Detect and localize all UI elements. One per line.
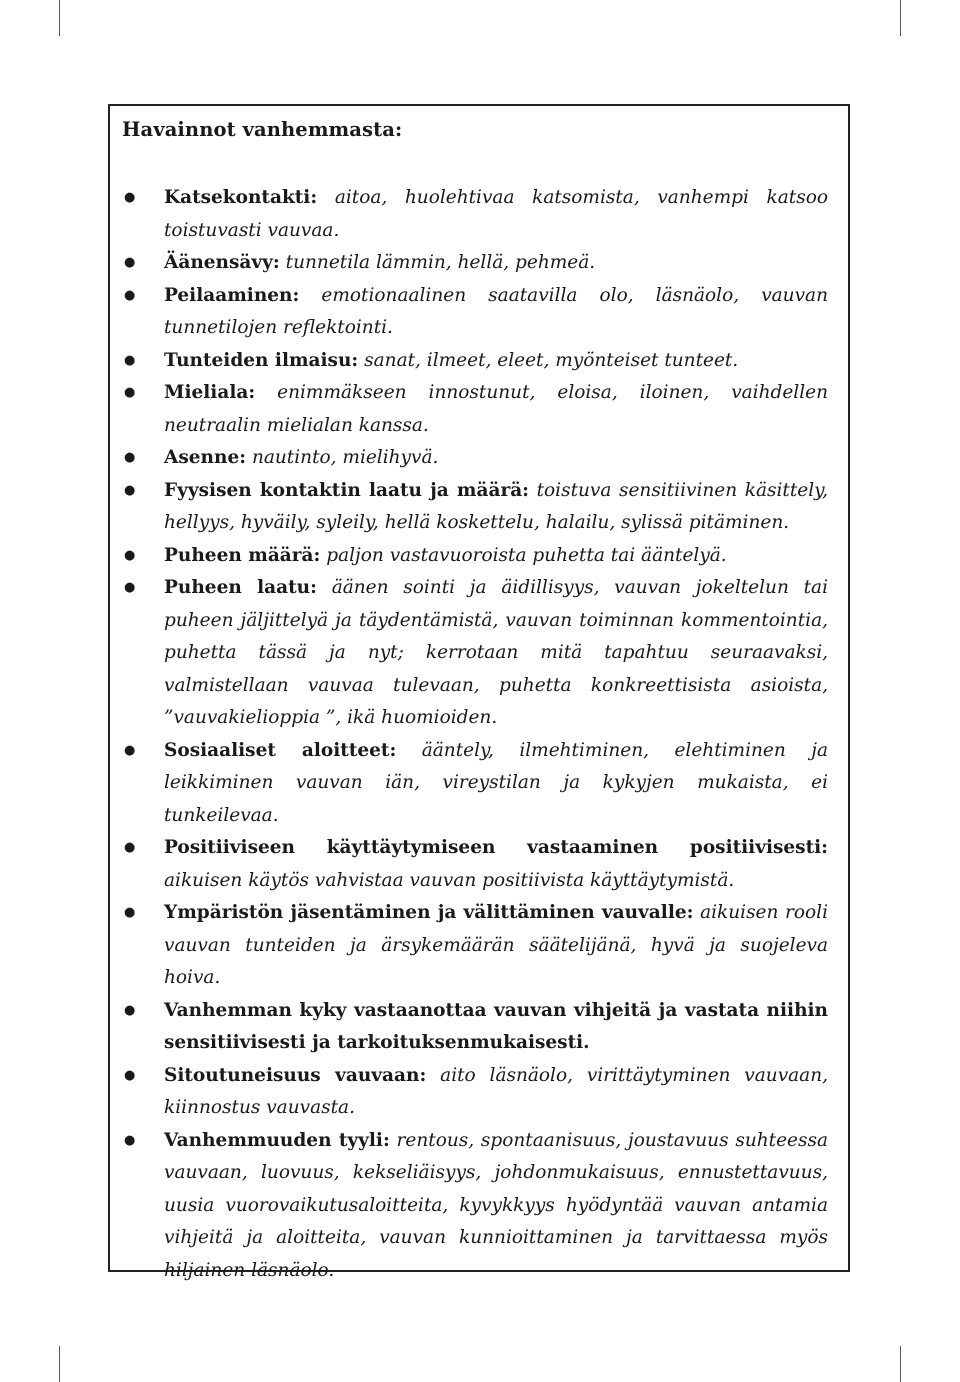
list-item bbox=[110, 897, 848, 995]
item-description: toistuva sensitiivinen käsittely, hellyys, hyväily, syleily, hellä koskettelu, halailu, sylissä pitäminen. bbox=[164, 479, 828, 533]
bullet-icon: ● bbox=[124, 905, 136, 920]
item-term: Peilaaminen: bbox=[164, 284, 300, 306]
list-item bbox=[110, 345, 848, 378]
bullet-icon: ● bbox=[124, 190, 136, 205]
item-term: Asenne: bbox=[164, 447, 247, 468]
item-description: aitoa, huolehtivaa katsomista, vanhempi katsoo toistuvasti vauvaa. bbox=[164, 187, 828, 241]
list-item bbox=[110, 475, 848, 540]
item-description: enimmäkseen innostunut, eloisa, iloinen, vaihdellen neutraalin mielialan kanssa. bbox=[164, 382, 828, 436]
item-description: rentous, spontaanisuus, joustavuus suhteessa vauvaan, luovuus, kekseliäisyys, johdonmukaisuus, ennustettavuus, uusia vuorovaikutusaloitteita, kyvykkyys hyödyntää vauvan antamia vihjeitä ja aloitteita, vauvan kunnioittaminen ja tarvittaessa myös hiljainen läsnäolo. bbox=[164, 1129, 828, 1281]
item-description: tunnetila lämmin, hellä, pehmeä. bbox=[285, 252, 596, 273]
item-term: Vanhemman kyky vastaanottaa vauvan vihjeitä ja vastata niihin sensitiivisesti ja tarkoituksenmukaisesti. bbox=[164, 999, 828, 1053]
bullet-icon: ● bbox=[124, 385, 136, 400]
item-term: Puheen määrä: bbox=[164, 544, 321, 566]
bullet-icon: ● bbox=[124, 742, 136, 758]
item-term: Mieliala: bbox=[164, 382, 256, 403]
item-term: Fyysisen kontaktin laatu ja määrä: bbox=[164, 479, 530, 501]
crop-mark-bottom-right bbox=[900, 1346, 901, 1382]
bullet-icon: ● bbox=[124, 482, 136, 498]
list-item bbox=[110, 280, 848, 345]
bullet-icon: ● bbox=[124, 1067, 136, 1083]
bullet-icon: ● bbox=[124, 1132, 136, 1148]
bullet-icon: ● bbox=[124, 352, 136, 368]
crop-mark-bottom-left bbox=[59, 1346, 60, 1382]
item-description: aikuisen käytös vahvistaa vauvan positiivista käyttäytymistä. bbox=[164, 869, 735, 891]
item-description: aito läsnäolo, virittäytyminen vauvaan, kiinnostus vauvasta. bbox=[164, 1064, 828, 1118]
box-heading: Havainnot vanhemmasta: bbox=[122, 118, 403, 141]
item-term: Vanhemmuuden tyyli: bbox=[164, 1129, 390, 1151]
list-item bbox=[110, 832, 848, 897]
list-item bbox=[110, 540, 848, 573]
item-description: aikuisen rooli vauvan tunteiden ja ärsykemäärän säätelijänä, hyvä ja suojeleva hoiva. bbox=[164, 902, 828, 988]
item-description: sanat, ilmeet, eleet, myönteiset tunteet. bbox=[364, 349, 739, 371]
item-description: emotionaalinen saatavilla olo, läsnäolo, vauvan tunnetilojen reflektointi. bbox=[164, 284, 828, 338]
item-description: nautinto, mielihyvä. bbox=[251, 447, 439, 468]
bullet-icon: ● bbox=[124, 580, 136, 595]
list-item bbox=[110, 182, 848, 247]
item-term: Positiiviseen käyttäytymiseen vastaaminen positiivisesti: bbox=[164, 837, 828, 858]
crop-mark-top-left bbox=[59, 0, 60, 36]
bullet-icon: ● bbox=[124, 287, 136, 303]
list-item bbox=[110, 572, 848, 735]
item-term: Sitoutuneisuus vauvaan: bbox=[164, 1064, 427, 1086]
bullet-icon: ● bbox=[124, 450, 136, 465]
list-item bbox=[110, 735, 848, 833]
item-description: ääntely, ilmehtiminen, elehtiminen ja leikkiminen vauvan iän, vireystilan ja kykyjen mukaista, ei tunkeilevaa. bbox=[164, 739, 828, 826]
bullet-icon: ● bbox=[124, 255, 136, 270]
item-description: äänen sointi ja äidillisyys, vauvan jokeltelun tai puheen jäljittelyä ja täydentämistä, vauvan toiminnan kommentointia, puhetta tässä ja nyt; kerrotaan mitä tapahtuu seuraavaksi, valmistellaan vauvaa tulevaan, puhetta konkreettisista asioista, ”vauvakielioppia ”, ikä huomioiden. bbox=[164, 577, 828, 728]
crop-mark-top-right bbox=[900, 0, 901, 36]
item-description: paljon vastavuoroista puhetta tai ääntelyä. bbox=[326, 544, 727, 566]
item-term: Ympäristön jäsentäminen ja välittäminen vauvalle: bbox=[164, 902, 694, 923]
list-item bbox=[110, 442, 848, 475]
bullet-icon: ● bbox=[124, 547, 136, 563]
item-term: Katsekontakti: bbox=[164, 187, 318, 208]
observation-box bbox=[108, 104, 850, 1281]
item-term: Äänensävy: bbox=[164, 252, 280, 273]
observation-list bbox=[110, 182, 848, 1287]
list-item bbox=[110, 1125, 848, 1288]
list-item bbox=[110, 995, 848, 1060]
bullet-icon: ● bbox=[124, 1002, 136, 1018]
list-item bbox=[110, 247, 848, 280]
list-item bbox=[110, 1060, 848, 1125]
item-term: Sosiaaliset aloitteet: bbox=[164, 739, 397, 761]
item-term: Tunteiden ilmaisu: bbox=[164, 349, 359, 371]
list-item bbox=[110, 377, 848, 442]
item-term: Puheen laatu: bbox=[164, 577, 317, 598]
bullet-icon: ● bbox=[124, 840, 136, 855]
